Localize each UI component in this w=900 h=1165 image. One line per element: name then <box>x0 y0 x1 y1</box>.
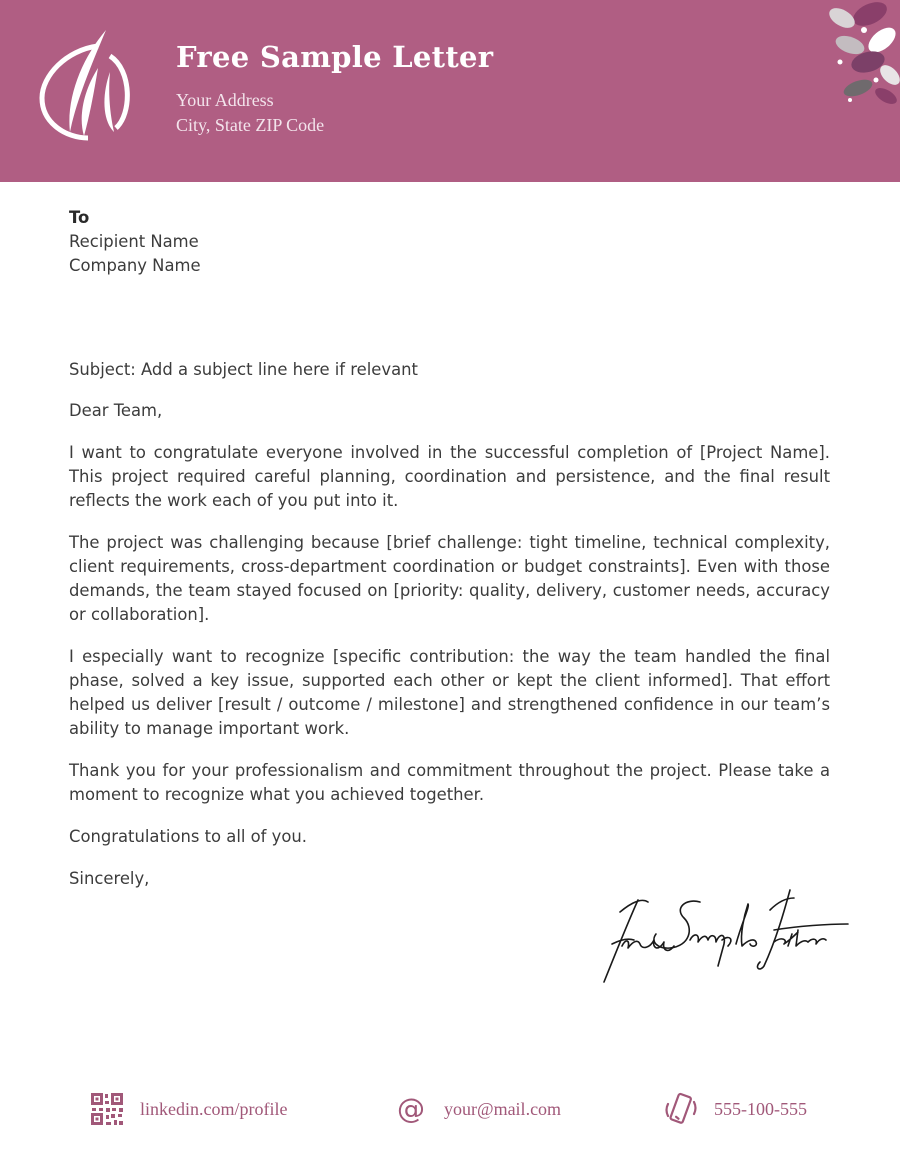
at-sign-icon: @ <box>397 1092 425 1125</box>
mobile-phone-icon <box>664 1092 698 1126</box>
company-name: Free Sample Letter <box>176 40 494 74</box>
footer-linkedin[interactable] <box>90 1090 287 1128</box>
swoosh-logo-icon <box>36 28 136 143</box>
body-paragraph-4: Thank you for your professionalism and commitment throughout the project. Please take a moment to recognize what you achieved together. <box>69 761 830 804</box>
body-paragraph-2: The project was challenging because [brief challenge: tight timeline, technical complexity, client requirements, cross-department coordination or budget constraints]. Even with those demands, the team stayed focused on [priority: quality, delivery, customer needs, accuracy or collaboration]. <box>69 533 830 624</box>
body-paragraph-3: I especially want to recognize [specific contribution: the way the team handled the final phase, solved a key issue, supported each other or kept the client informed]. That effort helped us deliver [result / outcome / milestone] and strengthened confidence in our team’s ability to manage important work. <box>69 647 830 738</box>
phone-number[interactable]: 555-100-555 <box>714 1098 807 1119</box>
address-line-1: Your Address <box>176 90 274 110</box>
footer-phone[interactable] <box>664 1090 807 1128</box>
email-link[interactable]: your@mail.com <box>444 1098 562 1119</box>
recipient-block <box>69 206 830 278</box>
floral-corner-decoration <box>820 0 900 105</box>
linkedin-link[interactable]: linkedin.com/profile <box>140 1098 288 1119</box>
handwritten-signature <box>598 882 850 992</box>
qr-code-icon <box>90 1092 124 1126</box>
closing: Sincerely, <box>69 869 150 888</box>
body-paragraph-5: Congratulations to all of you. <box>69 827 307 846</box>
subject-line: Subject: Add a subject line here if relevant <box>69 360 418 379</box>
footer-email[interactable] <box>394 1090 561 1128</box>
greeting: Dear Team, <box>69 401 163 420</box>
recipient-company: Company Name <box>69 256 201 275</box>
letter-body <box>69 206 830 891</box>
to-label: To <box>69 208 90 227</box>
body-paragraph-1: I want to congratulate everyone involved in the successful completion of [Project Name]. This project required careful planning, coordination and persistence, and the final result reflects the work each of you put into it. <box>69 443 830 510</box>
recipient-name: Recipient Name <box>69 232 199 251</box>
letterhead-banner <box>0 0 900 182</box>
address-line-2: City, State ZIP Code <box>176 115 325 135</box>
